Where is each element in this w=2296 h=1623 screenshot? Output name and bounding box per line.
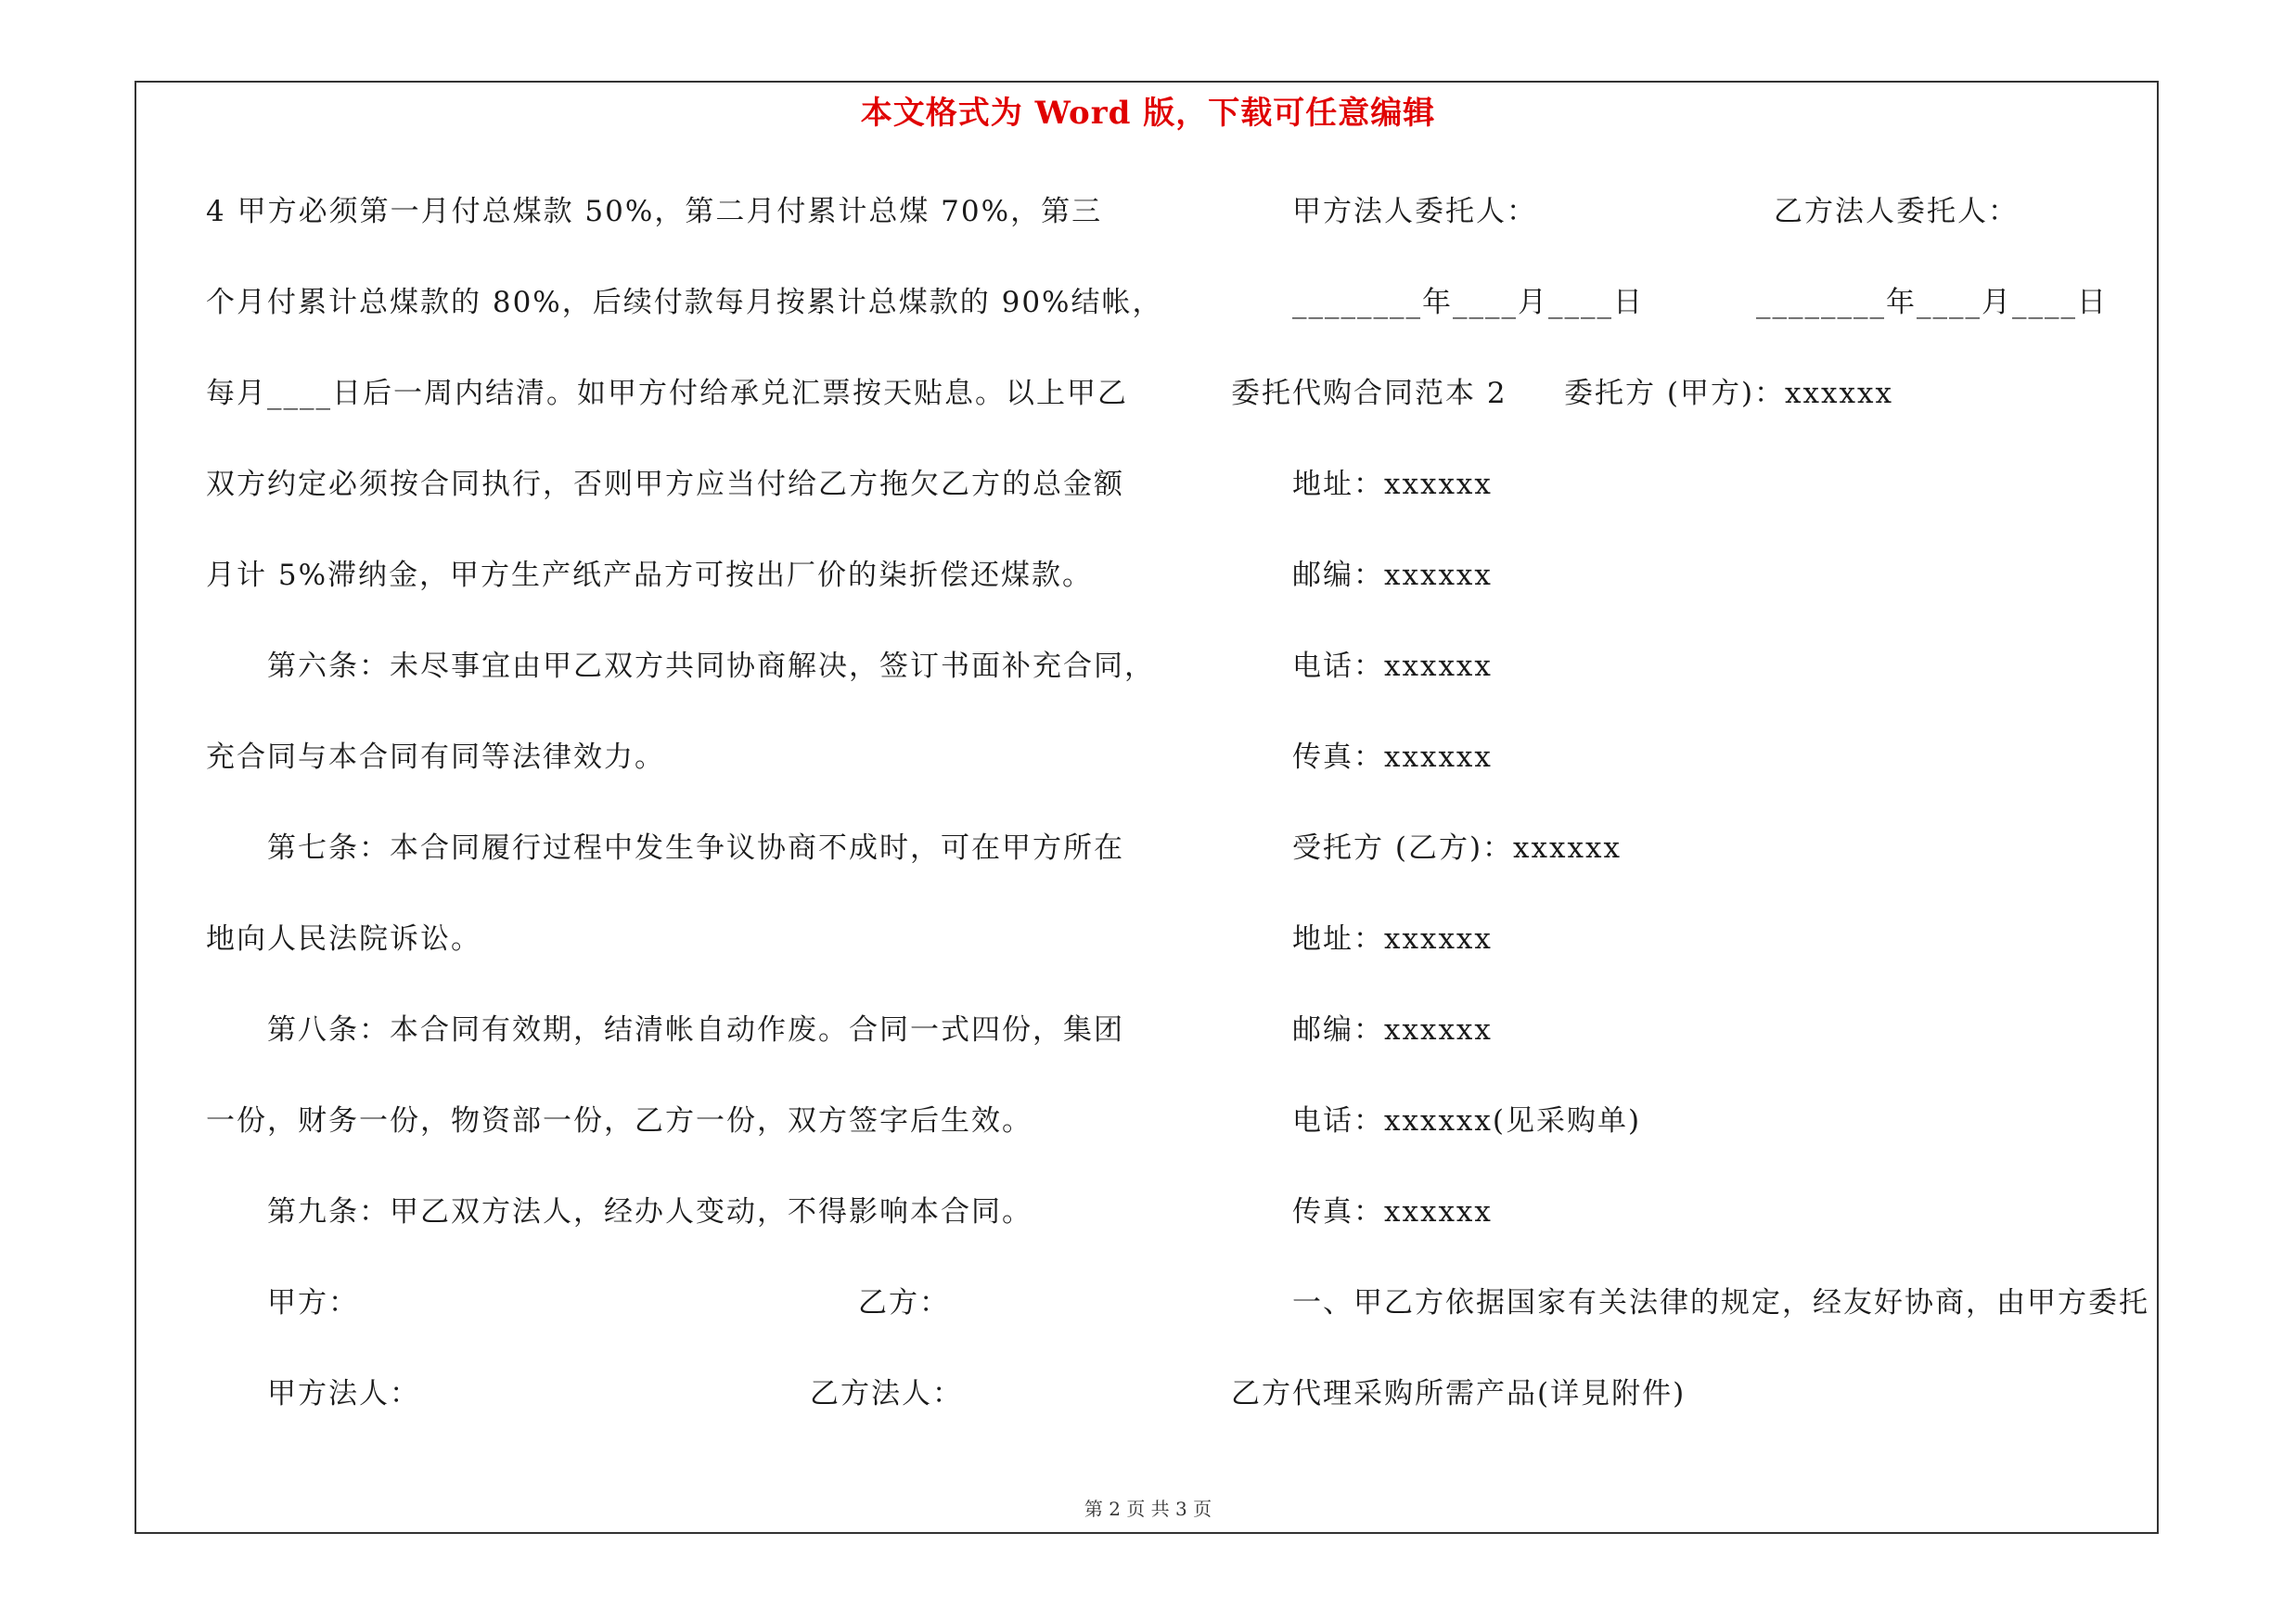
word-format-banner: 本文格式为 Word 版，下载可任意编辑 <box>860 95 1436 132</box>
article-7-cont: 地向人民法院诉讼。 <box>206 922 481 956</box>
article-8-cont: 一份，财务一份，物资部一份，乙方一份，双方签字后生效。 <box>206 1104 1033 1138</box>
party-b-legal-label: 乙方法人： <box>810 1377 963 1410</box>
left-line-3: 每月____日后一周内结清。如甲方付给承兑汇票按天贴息。以上甲乙 <box>206 377 1128 410</box>
trustee-fax: 传真：xxxxxx <box>1292 1195 1493 1229</box>
page-footer: 第 2 页 共 3 页 <box>1084 1498 1212 1520</box>
entrustor-fax: 传真：xxxxxx <box>1292 741 1493 774</box>
trustee-address: 地址：xxxxxx <box>1292 922 1493 956</box>
clause-1: 一、甲乙方依据国家有关法律的规定，经友好协商，由甲方委托 <box>1292 1286 2149 1320</box>
article-8: 第八条：本合同有效期，结清帐自动作废。合同一式四份，集团 <box>267 1013 1124 1047</box>
trustee-phone: 电话：xxxxxx(见采购单) <box>1292 1104 1642 1138</box>
clause-1-cont: 乙方代理采购所需产品(详見附件) <box>1231 1377 1687 1410</box>
left-line-2: 个月付累计总煤款的 80%，后续付款每月按累计总煤款的 90%结帐， <box>206 286 1163 319</box>
party-a-label: 甲方： <box>267 1286 359 1320</box>
party-a-legal-label: 甲方法人： <box>267 1377 420 1410</box>
entrustor-line: 委托方 (甲方)：xxxxxx <box>1564 377 1893 410</box>
article-7: 第七条：本合同履行过程中发生争议协商不成时，可在甲方所在 <box>267 831 1124 865</box>
left-line-4: 双方约定必须按合同执行，否则甲方应当付给乙方拖欠乙方的总金额 <box>206 468 1124 501</box>
trustee-postcode: 邮编：xxxxxx <box>1292 1013 1493 1047</box>
entrustor-postcode: 邮编：xxxxxx <box>1292 559 1493 592</box>
article-6-cont: 充合同与本合同有同等法律效力。 <box>206 741 665 774</box>
left-line-1: 4 甲方必须第一月付总煤款 50%，第二月付累计总煤 70%，第三 <box>206 195 1103 228</box>
party-b-agent-label: 乙方法人委托人： <box>1774 195 2019 228</box>
date-b: ________年____月____日 <box>1756 286 2108 319</box>
article-9: 第九条：甲乙双方法人，经办人变动，不得影响本合同。 <box>267 1195 1033 1229</box>
party-a-agent-label: 甲方法人委托人： <box>1292 195 1537 228</box>
left-line-5: 月计 5%滞纳金，甲方生产纸产品方可按出厂价的柒折偿还煤款。 <box>206 559 1094 592</box>
article-6: 第六条：未尽事宜由甲乙双方共同协商解决，签订书面补充合同， <box>267 650 1155 683</box>
party-b-label: 乙方： <box>858 1286 950 1320</box>
entrustor-phone: 电话：xxxxxx <box>1292 650 1493 683</box>
entrustor-address: 地址：xxxxxx <box>1292 468 1493 501</box>
trustee-line: 受托方 (乙方)：xxxxxx <box>1292 831 1622 865</box>
date-a: ________年____月____日 <box>1292 286 1644 319</box>
sample-title: 委托代购合同范本 2 <box>1231 377 1507 410</box>
